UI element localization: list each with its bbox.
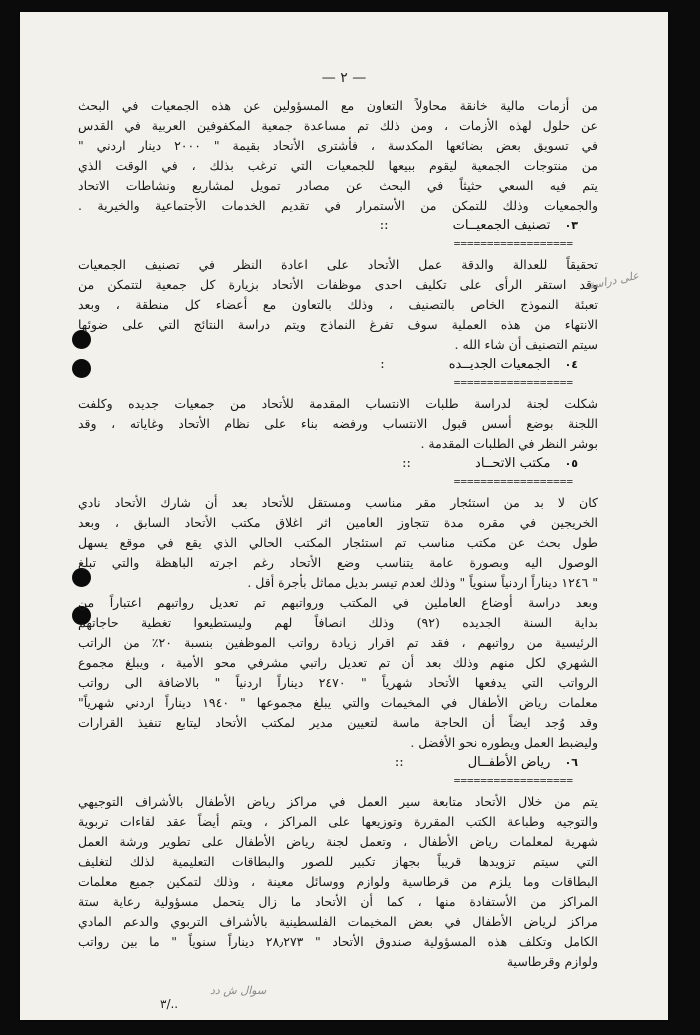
text-line: معلمات رياض الأطفال في المخيمات والتي يبلغ مجموعها " ١٩٤٠ ديناراً اردني شهرياً" bbox=[78, 695, 598, 710]
text-line: البطاقات وما يلزم من قرطاسية ولوازم ووسائل معينة ، وذلك لتمكين جميع معلمات bbox=[78, 874, 598, 889]
page-number: — ٢ — bbox=[321, 70, 367, 86]
text-line: تعبئة النموذج الخاص بالتصنيف ، وذلك بالتعاون مع أعضاء كل منطقة ، وبعد bbox=[78, 297, 598, 312]
text-line: من منتوجات الجمعية ليقوم ببيعها للجمعيات التي ترغب بذلك ، في الوقت الذي bbox=[78, 158, 598, 173]
text-line: الشهري لكل منهم وذلك بعد أن تم تعديل راتبي مشرفي محو الأمية ، ويبلغ مجموع bbox=[78, 655, 598, 670]
text-line: يتم من خلال الأتحاد متابعة سير العمل في مراكز رياض الأطفال بالأشراف التوجيهي bbox=[78, 794, 598, 809]
text-line: المراكز من الأستفادة منها ، كما أن الأتحاد ما زال يتحمل مسؤولية رعاية ستة bbox=[78, 894, 598, 909]
section-number: ٠٤ bbox=[564, 358, 578, 371]
text-line: الكامل وتكلف هذه المسؤولية صندوق الأتحاد " ٢٨٫٢٧٣ ديناراً سنوياً " ما بين رواتب bbox=[78, 934, 598, 949]
section-heading: ٠٦ رياض الأطفــال :: bbox=[394, 755, 578, 770]
section-rule: ================== bbox=[453, 774, 573, 787]
section-number: ٠٦ bbox=[564, 756, 578, 769]
text-line: والجمعيات وذلك للتمكن من الأستمرار في تقديم الخدمات الأجتماعية والخيرية . bbox=[78, 198, 598, 213]
section-heading: ٠٤ الجمعيات الجديــده : bbox=[380, 357, 578, 372]
text-line: ولوازم وقرطاسية bbox=[506, 954, 598, 969]
text-line: طول بحث عن مكتب مناسب تم استئجار المكتب الحالي الذي يقع في موقع يسهل bbox=[78, 535, 598, 550]
section-title: رياض الأطفــال bbox=[467, 755, 551, 770]
text-line: اللجنة بوضع أسس قبول الانتساب ورفضه بناء على نظام الأتحاد وغاياته ، وقد bbox=[78, 416, 598, 431]
text-line: يتم فيه السعي حثيثاً في البحث عن مصادر تمويل لمشاريع ونشاطات الاتحاد bbox=[78, 178, 598, 193]
text-line: سيتم التصنيف أن شاء الله . bbox=[454, 337, 598, 352]
section-rule: ================== bbox=[453, 376, 573, 389]
section-heading: ٠٥ مكتب الاتحــاد :: bbox=[402, 456, 578, 471]
text-line: والتوجيه وطباعة الكتب المقررة وتوزيعها على المراكز ، ويتم أيضاً عقد لقاءات تربوية bbox=[78, 814, 598, 829]
section-title: مكتب الاتحــاد bbox=[475, 456, 551, 471]
section-number: ٠٣ bbox=[564, 219, 578, 232]
continuation-marker: ٣/.. bbox=[160, 997, 179, 1011]
document-page bbox=[20, 12, 668, 1020]
text-line: " ١٢٤٦ ديناراً اردنياً سنوياً " وذلك لعدم تيسر بديل مماثل بأجرة أقل . bbox=[247, 575, 598, 590]
text-line: تحقيقاً للعدالة والدقة عمل الأتحاد على اعادة النظر في تصنيف الجمعيات bbox=[78, 257, 598, 272]
text-line: الوصول اليه وبصورة عامة يتناسب وضع الأتحاد رغم اجرته الباهظة والتي تبلغ bbox=[78, 555, 598, 570]
text-line: كان لا بد من استئجار مقر مناسب ومستقل للأتحاد بعد أن شارك الأتحاد نادي bbox=[78, 495, 598, 510]
section-title: الجمعيات الجديــده bbox=[448, 357, 551, 372]
text-line: في تسويق بعض بضائعها المكدسة ، فأشترى الأتحاد بقيمة " ٢٠٠٠ دينار اردني " bbox=[78, 138, 598, 153]
text-line: شكلت لجنة لدراسة طلبات الانتساب المقدمة للأتحاد من جمعيات جديده وكلفت bbox=[78, 396, 598, 411]
handwritten-margin-note: على دراسة bbox=[587, 268, 641, 293]
section-number: ٠٥ bbox=[564, 457, 578, 470]
text-line: بوشر النظر في الطلبات المقدمة . bbox=[420, 436, 598, 451]
handwritten-signature: سوال ش دد bbox=[210, 984, 267, 997]
text-line: الخريجين في مقره مدة تتجاوز العامين اثر اغلاق مكتب الأتحاد السابق ، وبعد bbox=[78, 515, 598, 530]
text-line: مراكز لرياض الأطفال في بعض المخيمات الفلسطينية بالأشراف التربوي والدعم المادي bbox=[78, 914, 598, 929]
section-rule: ================== bbox=[453, 475, 573, 488]
section-title: تصنيف الجمعيــات bbox=[452, 218, 551, 233]
text-line: شهرية لمعلمات رياض الأطفال ، وتعمل لجنة رياض الأطفال على تطوير ورشة العمل bbox=[78, 834, 598, 849]
text-line: الانتهاء من هذه العملية سوف تفرغ النماذج ويتم دراسة النتائج التي على ضوئها bbox=[78, 317, 598, 332]
text-line: وبعد دراسة أوضاع العاملين في المكتب ورواتبهم تم تعديل رواتبهم اعتباراً من bbox=[78, 595, 598, 610]
text-line: بداية السنة الجديده (٩٢) وذلك انصافاً لهم وليستطيعوا تغطية حاجاتهم bbox=[78, 615, 598, 630]
text-line: وليضبط العمل ويطوره نحو الأفضل . bbox=[410, 735, 598, 750]
text-line: الرئيسية من رواتبهم ، فقد تم اقرار زيادة رواتب الموظفين بنسبة ٢٠٪ من الراتب bbox=[78, 635, 598, 650]
section-heading: ٠٣ تصنيف الجمعيــات :: bbox=[379, 218, 578, 233]
text-line: الرواتب التي يدفعها الأتحاد شهرياً " ٢٤٧٠ ديناراً اردنياً " بالاضافة الى رواتب bbox=[78, 675, 598, 690]
text-line: وقد استقر الرأى على تكليف احدى موظفات الأتحاد بزيارة كل جمعية لتتمكن من bbox=[78, 277, 598, 292]
text-line: من أزمات مالية خانقة محاولاً التعاون مع المسؤولين عن هذه الجمعيات في البحث bbox=[78, 98, 598, 113]
text-line: وقد وُجد ايضاً أن الحاجة ماسة لتعيين مدير لمكتب الأتحاد ليتابع تنفيذ القرارات bbox=[78, 715, 598, 730]
text-line: عن حلول لهذه الأزمات ، ومن ذلك تم مساعدة جمعية المكفوفين العربية في القدس bbox=[78, 118, 598, 133]
section-rule: ================== bbox=[453, 237, 573, 250]
text-line: التي سيتم تزويدها قريباً بجهاز تكبير للصور والبطاقات التعليمية لذلك لتغليف bbox=[78, 854, 598, 869]
